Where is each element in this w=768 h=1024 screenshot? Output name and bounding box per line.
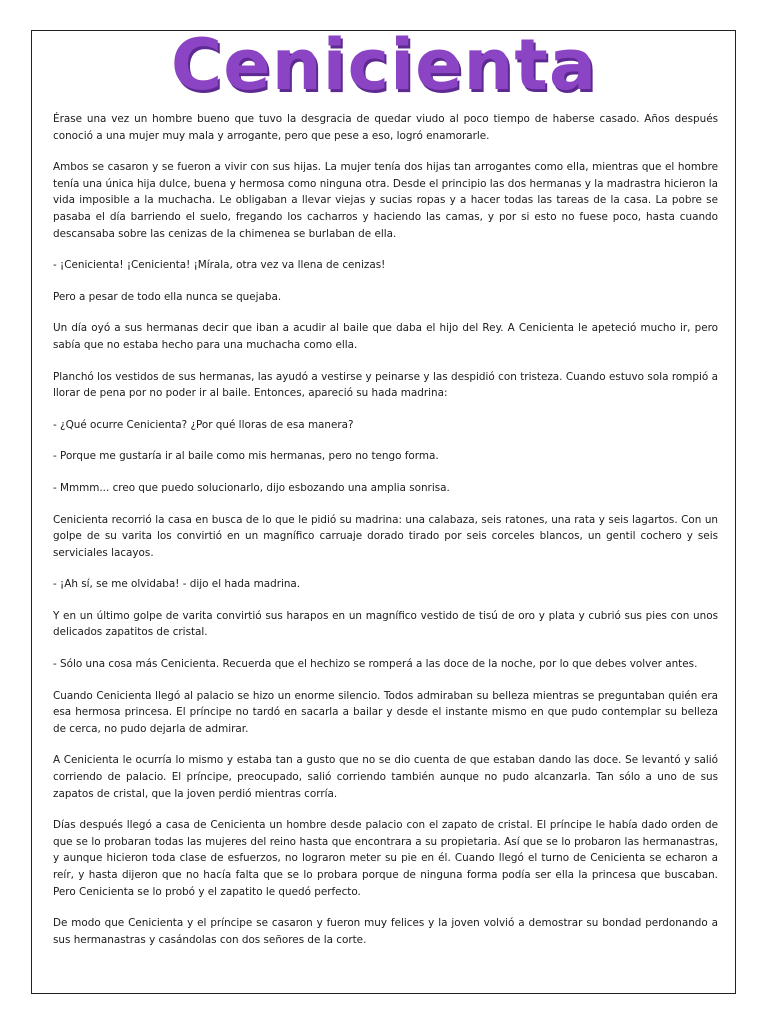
page-title: Cenicienta <box>170 24 598 106</box>
paragraph: Érase una vez un hombre bueno que tuvo la desgracia de quedar viudo al poco tiempo de haberse casado. Años después conoció a una mujer muy mala y arrogante, pero que pese a eso, logró enamorarle. <box>53 113 718 142</box>
paragraph: - ¿Qué ocurre Cenicienta? ¿Por qué lloras de esa manera? <box>53 418 354 431</box>
paragraph: Y en un último golpe de varita convirtió sus harapos en un magnífico vestido de tisú de oro y plata y cubrió sus pies con unos delicados zapatitos de cristal. <box>53 609 718 639</box>
paragraph: - ¡Cenicienta! ¡Cenicienta! ¡Mírala, otra vez va llena de cenizas! <box>53 259 386 272</box>
paragraph: Días después llegó a casa de Cenicienta un hombre desde palacio con el zapato de cristal. El príncipe le había dado orden de que se lo probaran todas las mujeres del reino hasta que encontrara a su propietaria. Así que se lo probaron las hermanastras, y aunque hicieron toda clase de esfuerzos, no lograron meter su pie en él. Cuando llegó el turno de Cenicienta se echaron a reír, y hasta dijeron que no hacía falta que se lo probara porque de ninguna forma podía ser ella la princesa que buscaban. Pero Cenicienta se lo probó y el zapatito le quedó perfecto. <box>53 819 718 898</box>
paragraph: Ambos se casaron y se fueron a vivir con sus hijas. La mujer tenía dos hijas tan arrogantes como ella, mientras que el hombre tenía una única hija dulce, buena y hermosa como ninguna otra. Desde el principio las dos hermanas y la madrastra hicieron la vida imposible a la muchacha. Le obligaban a llevar viejas y sucias ropas y a hacer todas las tareas de la casa. La pobre se pasaba el día barriendo el suelo, fregando los cacharros y haciendo las camas, y por si esto no fuese poco, hasta cuando descansaba sobre las cenizas de la chimenea se burlaban de ella. <box>53 161 718 240</box>
paragraph: - Sólo una cosa más Cenicienta. Recuerda que el hechizo se romperá a las doce de la noche, por lo que debes volver antes. <box>53 658 698 671</box>
paragraph: Cenicienta recorrió la casa en busca de lo que le pidió su madrina: una calabaza, seis ratones, una rata y seis lagartos. Con un golpe de su varita los convirtió en un magnífico carruaje dorado tirado por seis corceles blancos, un gentil cochero y seis serviciales lacayos. <box>53 513 718 559</box>
paragraph: Pero a pesar de todo ella nunca se quejaba. <box>53 290 282 303</box>
paragraph: A Cenicienta le ocurría lo mismo y estaba tan a gusto que no se dio cuenta de que estaban dando las doce. Se levantó y salió corriendo de palacio. El príncipe, preocupado, salió corriendo también aunque no pudo alcanzarla. Tan sólo a uno de sus zapatos de cristal, que la joven perdió mientras corría. <box>53 754 718 800</box>
paragraph: - Mmmm... creo que puedo solucionarlo, dijo esbozando una amplia sonrisa. <box>53 481 450 494</box>
story-text <box>53 111 718 963</box>
paragraph: - Porque me gustaría ir al baile como mis hermanas, pero no tengo forma. <box>53 450 439 463</box>
paragraph: De modo que Cenicienta y el príncipe se casaron y fueron muy felices y la joven volvió a demostrar su bondad perdonando a sus hermanastras y casándolas con dos señores de la corte. <box>53 917 718 946</box>
paragraph: Planchó los vestidos de sus hermanas, las ayudó a vestirse y peinarse y las despidió con tristeza. Cuando estuvo sola rompió a llorar de pena por no poder ir al baile. Entonces, apareció su hada madrina: <box>53 370 718 400</box>
paragraph: Un día oyó a sus hermanas decir que iban a acudir al baile que daba el hijo del Rey. A Cenicienta le apeteció mucho ir, pero sabía que no estaba hecho para una muchacha como ella. <box>53 322 718 351</box>
paragraph: - ¡Ah sí, se me olvidaba! - dijo el hada madrina. <box>53 578 301 591</box>
paragraph: Cuando Cenicienta llegó al palacio se hizo un enorme silencio. Todos admiraban su belleza mientras se preguntaban quién era esa hermosa princesa. El príncipe no tardó en sacarla a bailar y desde el instante mismo en que pudo contemplar su belleza de cerca, no pudo dejarla de admirar. <box>53 689 718 735</box>
